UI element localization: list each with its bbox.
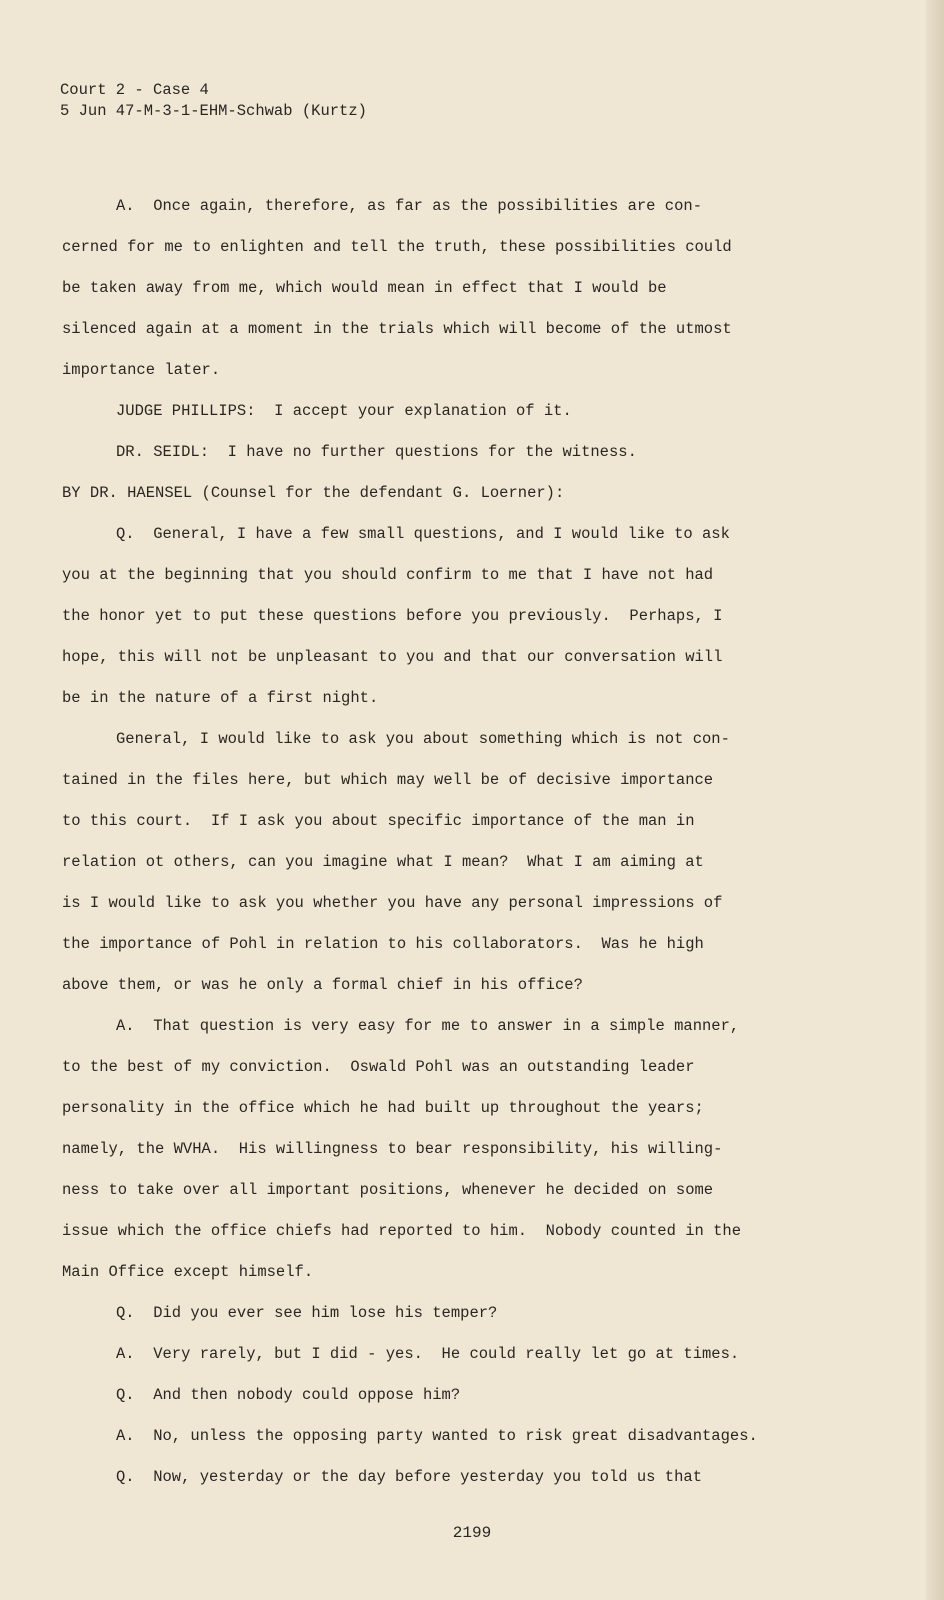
header-session-reference: 5 Jun 47-M-3-1-EHM-Schwab (Kurtz) [60,102,367,120]
transcript-line: JUDGE PHILLIPS: I accept your explanation of it. [116,402,572,420]
transcript-line: be in the nature of a first night. [62,689,379,707]
transcript-line: Q. Did you ever see him lose his temper? [116,1304,498,1322]
transcript-line: BY DR. HAENSEL (Counsel for the defendant G. Loerner): [62,484,565,502]
transcript-line: A. No, unless the opposing party wanted to risk great disadvantages. [116,1427,758,1445]
transcript-line: A. That question is very easy for me to answer in a simple manner, [116,1017,740,1035]
page-number: 2199 [452,1524,492,1542]
transcript-line: the honor yet to put these questions before you previously. Perhaps, I [62,607,723,625]
transcript-body [62,192,822,1504]
transcript-line: be taken away from me, which would mean in effect that I would be [62,279,667,297]
transcript-line: namely, the WVHA. His willingness to bear responsibility, his willing- [62,1140,723,1158]
transcript-line: hope, this will not be unpleasant to you and that our conversation will [62,648,723,666]
transcript-line: the importance of Pohl in relation to his collaborators. Was he high [62,935,704,953]
transcript-line: silenced again at a moment in the trials which will become of the utmost [62,320,732,338]
transcript-line: A. Once again, therefore, as far as the possibilities are con- [116,197,702,215]
transcript-line: cerned for me to enlighten and tell the truth, these possibilities could [62,238,732,256]
transcript-line: Q. General, I have a few small questions, and I would like to ask [116,525,730,543]
transcript-line: Main Office except himself. [62,1263,314,1281]
transcript-line: personality in the office which he had built up throughout the years; [62,1099,704,1117]
transcript-line: DR. SEIDL: I have no further questions for the witness. [116,443,637,461]
transcript-line: issue which the office chiefs had reported to him. Nobody counted in the [62,1222,742,1240]
transcript-line: relation ot others, can you imagine what I mean? What I am aiming at [62,853,704,871]
transcript-line: above them, or was he only a formal chief in his office? [62,976,583,994]
page-edge-shadow [926,0,944,1600]
transcript-line: A. Very rarely, but I did - yes. He could really let go at times. [116,1345,740,1363]
transcript-line: to the best of my conviction. Oswald Pohl was an outstanding leader [62,1058,695,1076]
document-header [60,80,367,122]
transcript-line: General, I would like to ask you about something which is not con- [116,730,730,748]
transcript-line: you at the beginning that you should confirm to me that I have not had [62,566,714,584]
transcript-line: ness to take over all important positions, whenever he decided on some [62,1181,714,1199]
transcript-line: is I would like to ask you whether you have any personal impressions of [62,894,723,912]
transcript-line: importance later. [62,361,221,379]
transcript-line: Q. And then nobody could oppose him? [116,1386,461,1404]
transcript-line: to this court. If I ask you about specific importance of the man in [62,812,695,830]
header-court-case: Court 2 - Case 4 [60,81,209,99]
transcript-line: Q. Now, yesterday or the day before yesterday you told us that [116,1468,702,1486]
transcript-line: tained in the files here, but which may well be of decisive importance [62,771,714,789]
